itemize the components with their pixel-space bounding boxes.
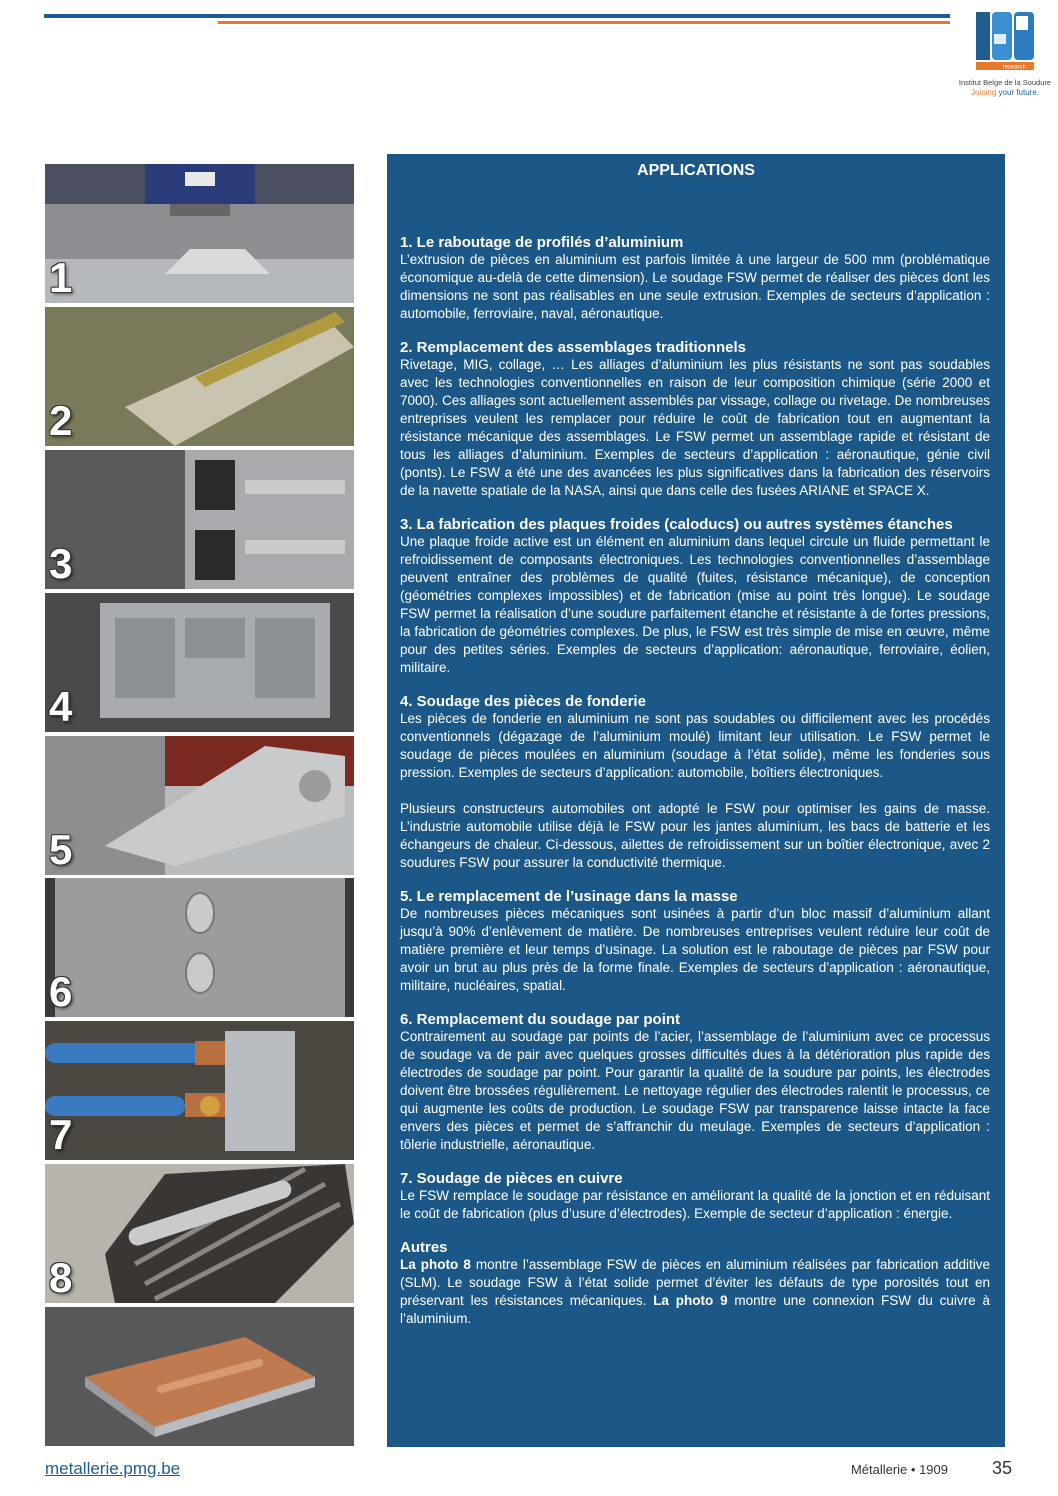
section-text: Une plaque froide active est un élément en aluminium dans lequel circule un fluide permettant le refroidissement de composants électroniques. Les technologies conventionnelles d’assemblage peuvent entraîner des problèmes de qualité (fuites, résistance mécanique), de conception (géométries complexes impossibles) et de fabrication (mise au point très longue). Le soudage FSW permet la réalisation d’une soudure parfaitement étanche et résistante à de fortes pressions, la fabrication de géométries complexes. De plus, le FSW est très simple de mise en œuvre, même pour des petites séries. Exemples de secteurs d’application: aéronautique, ferroviaire, éolien, militaire. — [400, 534, 990, 675]
section-6 — [400, 1011, 990, 1154]
section-text: Rivetage, MIG, collage, … Les alliages d’aluminium les plus résistants ne sont pas soudables avec les technologies conventionnelles en raison de leur composition chimique (série 2000 et 7000). Ces alliages sont actuellement assemblés par vissage, collage ou rivetage. De nombreuses entreprises veulent les remplacer pour réduire le coût de fabrication tout en augmentant la résistance mécanique des assemblages. Le FSW permet un assemblage rapide et résistant de tous les alliages d’aluminium. Exemples de secteurs d’application : aéronautique, génie civil (ponts). Le FSW a été une des avancées les plus significatives dans la fabrication des réservoirs de la navette spatiale de la NASA, ainsi que dans celle des fusées ARIANE et SPACE X. — [400, 357, 990, 498]
photo-3 — [45, 450, 354, 589]
photo-number: 8 — [49, 1254, 73, 1302]
section-title: Autres — [400, 1239, 448, 1256]
section-text: Le FSW remplace le soudage par résistance en améliorant la qualité de la jonction et en réduisant le coût de fabrication (plus d’usure d’électrodes). Exemple de secteur d’application : énergie. — [400, 1188, 990, 1221]
header-rule-blue — [44, 14, 950, 18]
ibs-logo — [958, 8, 1052, 98]
section-title: 7. Soudage de pièces en cuivre — [400, 1170, 623, 1187]
photo-number: 3 — [49, 539, 73, 587]
slm-grid-part-photo-icon — [45, 1164, 354, 1303]
photo-1 — [45, 164, 354, 303]
section-text: Les pièces de fonderie en aluminium ne sont pas soudables ou difficilement avec les procédés conventionnels (dégazage de l’aluminium moulé) limitant leur utilisation. Le FSW permet le soudage de pièces moulées en aluminium (soudage à l’état solide), même les fonderies sous pression. Exemples de secteurs d’application: automobile, boîtiers électroniques. — [400, 711, 990, 780]
section-2 — [400, 339, 990, 500]
logo-tagline: Joining your future. — [970, 88, 1040, 97]
ibs-logo-mark-icon — [976, 12, 1034, 70]
section-1 — [400, 234, 990, 323]
photo-number: 2 — [49, 396, 73, 444]
section-title: 5. Le remplacement de l’usinage dans la masse — [400, 888, 738, 905]
section-text: L’extrusion de pièces en aluminium est parfois limitée à une largeur de 500 mm (problématique économique au-delà de cette dimension). Le soudage FSW permet de réaliser des pièces dont les dimensions ne sont pas réalisables en une seule extrusion. Exemples de secteurs d’application : automobile, ferroviaire, naval, aéronautique. — [400, 252, 990, 321]
photo-8 — [45, 1164, 354, 1303]
section-5 — [400, 888, 990, 995]
photo-4 — [45, 593, 354, 732]
photo-6 — [45, 878, 354, 1017]
panel-title: APPLICATIONS — [637, 162, 755, 179]
section-title: 2. Remplacement des assemblages traditionnels — [400, 339, 746, 356]
section-text: Plusieurs constructeurs automobiles ont adopté le FSW pour optimiser les gains de masse. L’industrie automobile utilise déjà le FSW pour les jantes aluminium, les bacs de batterie et les échangeurs de chaleur. Ci-dessous, ailettes de refroidissement sur un boîtier électronique, avec 2 soudures FSW pour assurer la conductivité thermique. — [400, 801, 990, 870]
section-title: 3. La fabrication des plaques froides (caloducs) ou autres systèmes étanches — [400, 516, 953, 533]
website-link[interactable]: metallerie.pmg.be — [45, 1459, 181, 1478]
photo-number: 4 — [49, 682, 73, 730]
section-4 — [400, 693, 990, 872]
photo-2 — [45, 307, 354, 446]
section-autres — [400, 1239, 990, 1328]
logo-institute-name: Institut Belge de la Soudure — [958, 78, 1052, 87]
hollow-profile-photo-icon — [45, 450, 354, 589]
applications-panel — [387, 154, 1005, 1447]
section-7 — [400, 1170, 990, 1223]
cast-part-weld-photo-icon — [45, 736, 354, 875]
section-3 — [400, 516, 990, 677]
header-rule-orange — [218, 21, 950, 24]
applications-content — [400, 234, 990, 1344]
section-text: De nombreuses pièces mécaniques sont usinées à partir d’un bloc massif d’aluminium allant jusqu’à 90% d’enlèvement de matière. De nombreuses entreprises veulent réduire leur coût de matière première et leur temps d’usinage. La solution est le raboutage de pièces par FSW pour avoir un brut au plus près de la forme finale. Exemples de secteurs d’application : aéronautique, militaire, nucléaires, spatial. — [400, 906, 990, 993]
page-number: 35 — [992, 1458, 1013, 1478]
photo-5 — [45, 736, 354, 875]
issue-label: Métallerie • 1909 — [850, 1462, 948, 1477]
photo-9 — [45, 1307, 354, 1446]
photo-7 — [45, 1021, 354, 1160]
photo-number: 7 — [49, 1111, 73, 1159]
photo-number: 1 — [49, 254, 73, 301]
section-title: 4. Soudage des pièces de fonderie — [400, 693, 646, 710]
spot-weld-sheet-photo-icon — [45, 878, 354, 1017]
section-title: 6. Remplacement du soudage par point — [400, 1011, 681, 1028]
cold-plate-housing-photo-icon — [45, 593, 354, 732]
photo-number: 5 — [49, 825, 73, 873]
photo-column — [45, 164, 354, 1450]
logo-sub: research — [1002, 64, 1026, 70]
extrusion-profile-photo-icon — [45, 164, 354, 303]
copper-cable-photo-icon — [45, 1021, 354, 1160]
butt-weld-plate-photo-icon — [45, 307, 354, 446]
photo-number: 6 — [49, 968, 73, 1016]
section-title: 1. Le raboutage de profilés d’aluminium — [400, 234, 684, 251]
section-text: Contrairement au soudage par points de l’acier, l’assemblage de l’aluminium avec ce processus de soudage va de pair avec quelques grosses difficultés dues à la détérioration plus rapide des électrodes de soudage par point. Pour garantir la qualité de la soudure par points, les électrodes doivent être brossées régulièrement. Le nettoyage régulier des électrodes ralentit le processus, ce qui augmente les coûts de production. Le soudage FSW par transparence laisse intacte la face envers des pièces et permet de s’affranchir du meulage. Exemples de secteurs d’application : tôlerie industrielle, aéronautique. — [400, 1029, 990, 1152]
section-text: La photo 8 montre l’assemblage FSW de pièces en aluminium réalisées par fabrication additive (SLM). Le soudage FSW à l’état solide permet d’éviter les défauts de type porosités tout en préservant les résistances mécaniques. La photo 9 montre une connexion FSW du cuivre à l’aluminium. — [400, 1257, 991, 1326]
copper-aluminium-plate-photo-icon — [45, 1307, 354, 1446]
